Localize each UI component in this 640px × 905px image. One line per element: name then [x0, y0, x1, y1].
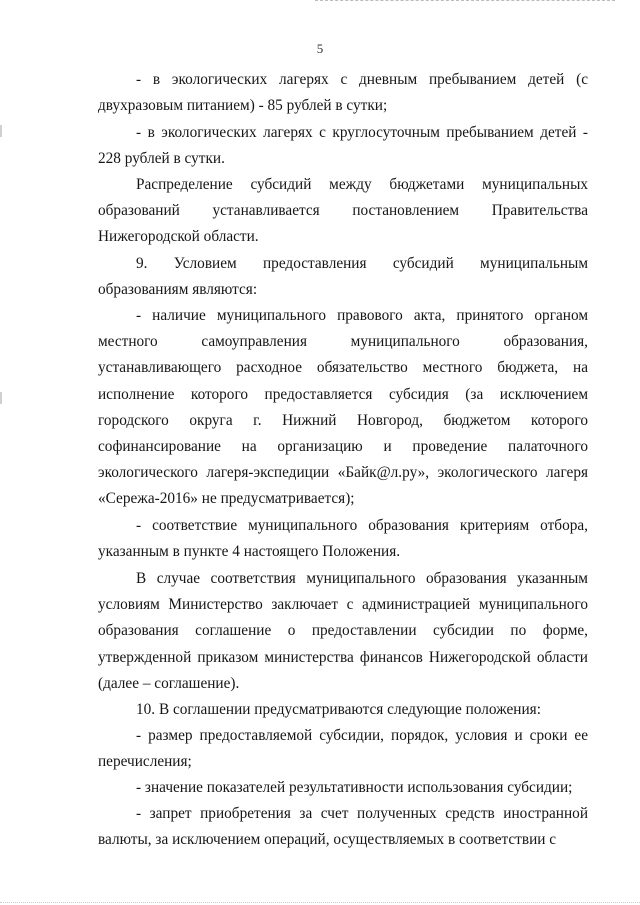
paragraph-eco-24h-camp: - в экологических лагерях с круглосуточным пребыванием детей - 228 рублей в сутки.: [98, 124, 588, 168]
paragraph-item-9: 9. Условием предоставления субсидий муниципальным образованиям являются:: [98, 255, 588, 299]
scan-edge-mark: [0, 125, 2, 137]
scan-edge-mark: [0, 392, 2, 404]
paragraph-eco-day-camp: - в экологических лагерях с дневным пребыванием детей (с двухразовым питанием) - 85 рублей в сутки;: [98, 71, 588, 115]
paragraph-subsidy-size: - размер предоставляемой субсидии, порядок, условия и сроки ее перечисления;: [98, 727, 588, 771]
scan-edge-top: [315, 0, 615, 2]
paragraph-agreement: В случае соответствия муниципального образования указанным условиям Министерство заключает с администрацией муниципального образования соглашение о предоставлении субсидии по форме, утвержденной приказом министерства финансов Нижегородской области (далее – соглашение).: [98, 570, 588, 692]
paragraph-indicators: - значение показателей результативности использования субсидии;: [136, 779, 573, 796]
paragraph-currency-ban: - запрет приобретения за счет полученных средств иностранной валюты, за исключением операций, осуществляемых в соответствии с: [98, 805, 588, 849]
page-number: 5: [316, 41, 324, 56]
paragraph-item-10: 10. В соглашении предусматриваются следующие положения:: [136, 701, 541, 718]
scan-edge-bottom: [0, 902, 640, 904]
paragraph-distribution: Распределение субсидий между бюджетами муниципальных образований устанавливается постановлением Правительства Нижегородской области.: [98, 176, 588, 246]
paragraph-criteria: - соответствие муниципального образования критериям отбора, указанным в пункте 4 настоящего Положения.: [98, 517, 588, 561]
paragraph-legal-act: - наличие муниципального правового акта, принятого органом местного самоуправления муниципального образования, устанавливающего расходное обязательство местного бюджета, на исполнение которого предоставляется субсидия (за исключением городского округа г. Нижний Новгород, бюджетом которого софинансирование на организацию и проведение палаточного экологического лагеря-экспедиции «Байк@л.ру», экологического лагеря «Сережа-2016» не предусматривается);: [98, 307, 588, 508]
